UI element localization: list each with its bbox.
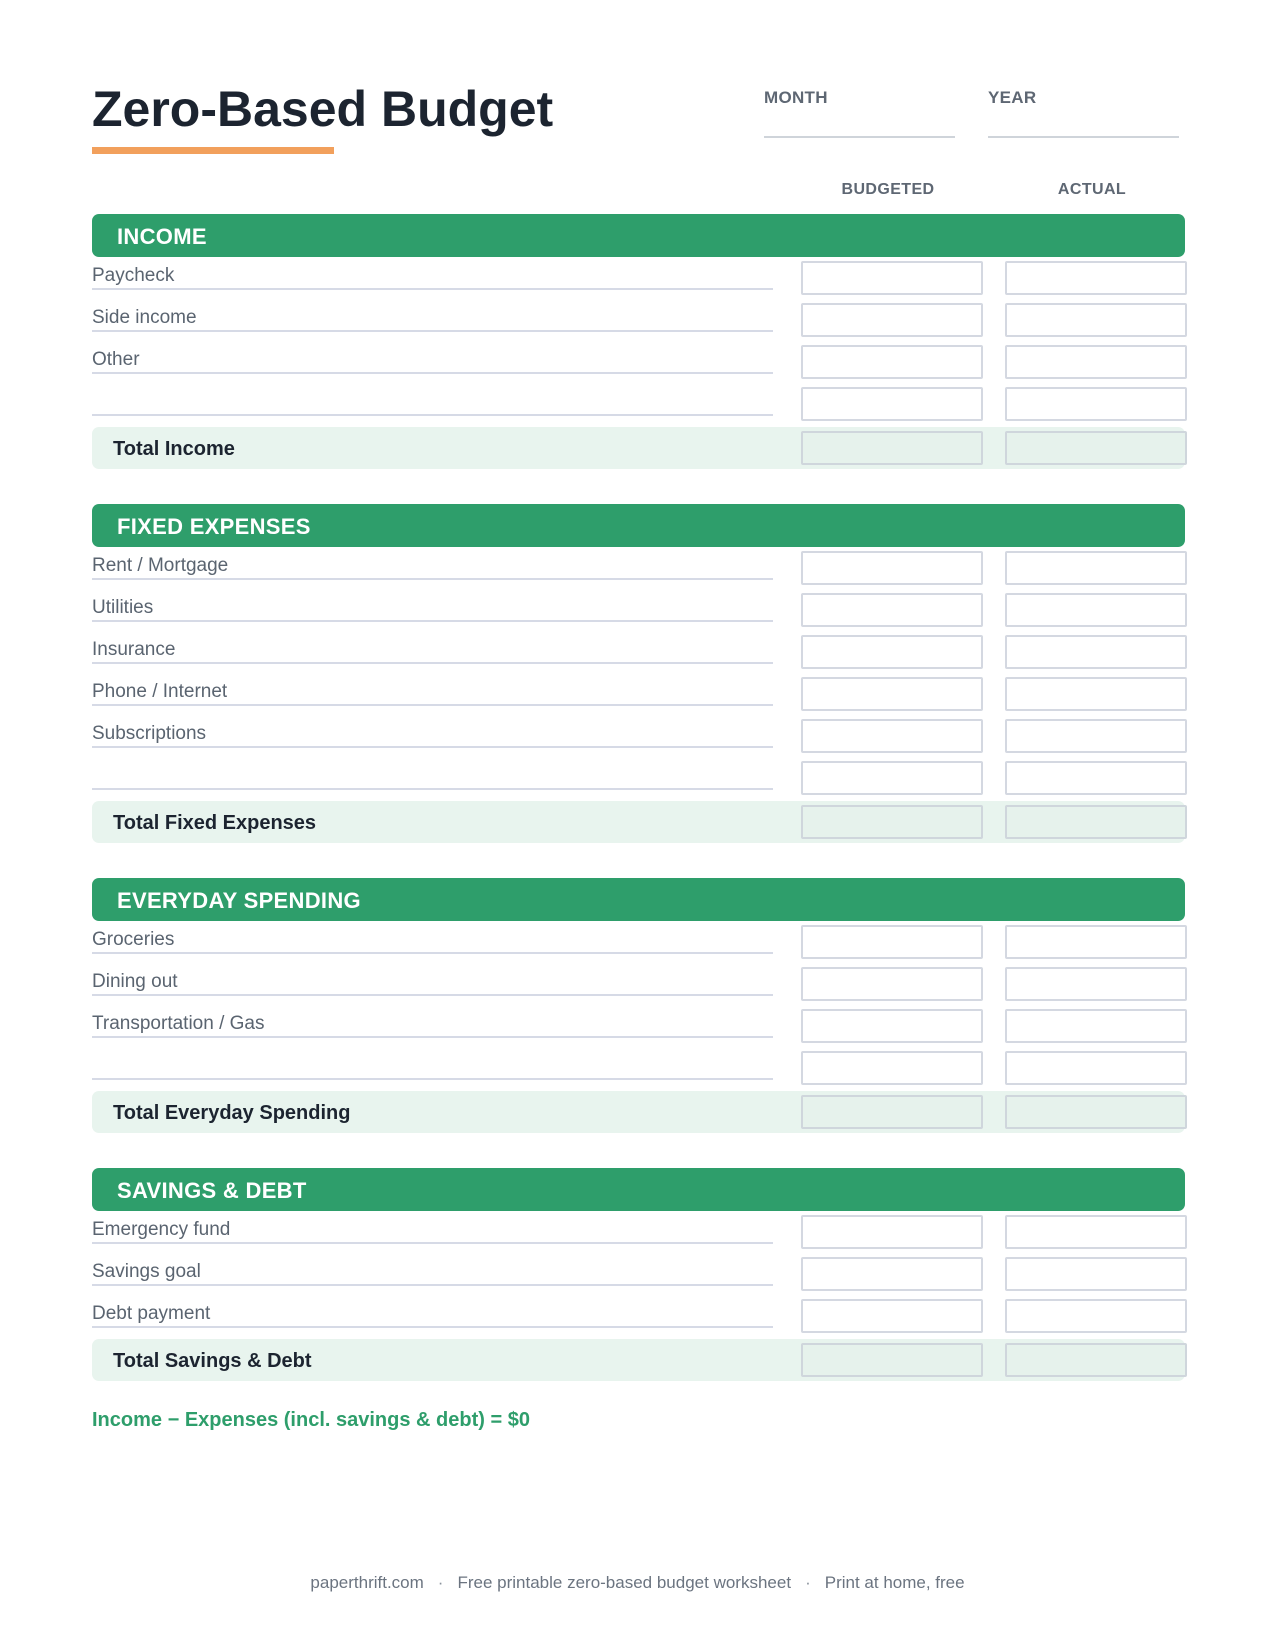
row-line xyxy=(92,1078,773,1080)
row-label: Utilities xyxy=(92,597,154,618)
section-header-income: INCOME xyxy=(92,214,1185,257)
budget-row xyxy=(92,1295,1185,1337)
row-label: Debt payment xyxy=(92,1303,211,1324)
budgeted-input[interactable] xyxy=(801,761,983,795)
section-header-savings-debt: SAVINGS & DEBT xyxy=(92,1168,1185,1211)
row-label: Paycheck xyxy=(92,265,175,286)
actual-input[interactable] xyxy=(1005,635,1187,669)
row-label: Groceries xyxy=(92,929,175,950)
row-line xyxy=(92,620,773,622)
row-line xyxy=(92,330,773,332)
actual-total-input[interactable] xyxy=(1005,1095,1187,1129)
total-row-savings-debt xyxy=(92,1339,1185,1381)
budgeted-input[interactable] xyxy=(801,551,983,585)
budget-row xyxy=(92,963,1185,1005)
month-label: MONTH xyxy=(764,88,828,107)
footer-description: Free printable zero-based budget worksheet xyxy=(457,1573,792,1592)
total-row-income xyxy=(92,427,1185,469)
budgeted-input[interactable] xyxy=(801,719,983,753)
row-line xyxy=(92,788,773,790)
row-label: Rent / Mortgage xyxy=(92,555,229,576)
footer-tagline: Print at home, free xyxy=(824,1573,965,1592)
row-line xyxy=(92,288,773,290)
actual-input[interactable] xyxy=(1005,593,1187,627)
row-line xyxy=(92,1036,773,1038)
month-field[interactable] xyxy=(764,88,955,108)
budget-row xyxy=(92,257,1185,299)
budgeted-input[interactable] xyxy=(801,1257,983,1291)
budget-row xyxy=(92,715,1185,757)
row-label: Other xyxy=(92,349,140,370)
budgeted-input[interactable] xyxy=(801,303,983,337)
budgeted-input[interactable] xyxy=(801,635,983,669)
budgeted-input[interactable] xyxy=(801,925,983,959)
section-header-fixed-expenses: FIXED EXPENSES xyxy=(92,504,1185,547)
month-input-line[interactable] xyxy=(764,136,955,138)
actual-input[interactable] xyxy=(1005,677,1187,711)
row-label: Dining out xyxy=(92,971,178,992)
total-label: Total Fixed Expenses xyxy=(113,812,317,834)
budgeted-total-input[interactable] xyxy=(801,431,983,465)
row-label: Insurance xyxy=(92,639,176,660)
section-everyday-spending xyxy=(92,878,1185,1133)
row-line xyxy=(92,578,773,580)
row-label: Savings goal xyxy=(92,1261,201,1282)
budgeted-input[interactable] xyxy=(801,1215,983,1249)
actual-input[interactable] xyxy=(1005,719,1187,753)
page-title: Zero-Based Budget xyxy=(92,81,554,137)
actual-input[interactable] xyxy=(1005,303,1187,337)
row-label: Side income xyxy=(92,307,197,328)
year-field[interactable] xyxy=(988,88,1179,108)
actual-total-input[interactable] xyxy=(1005,805,1187,839)
actual-input[interactable] xyxy=(1005,345,1187,379)
budget-row xyxy=(92,631,1185,673)
section-savings-debt xyxy=(92,1168,1185,1381)
budget-row xyxy=(92,1005,1185,1047)
budget-row xyxy=(92,299,1185,341)
budget-row xyxy=(92,921,1185,963)
row-line xyxy=(92,746,773,748)
budgeted-input[interactable] xyxy=(801,1051,983,1085)
budgeted-input[interactable] xyxy=(801,593,983,627)
footer-separator: · xyxy=(805,1573,811,1592)
budgeted-input[interactable] xyxy=(801,345,983,379)
actual-input[interactable] xyxy=(1005,1009,1187,1043)
budget-row xyxy=(92,1211,1185,1253)
budgeted-total-input[interactable] xyxy=(801,1343,983,1377)
budgeted-input[interactable] xyxy=(801,677,983,711)
budget-row-blank xyxy=(92,757,1185,799)
row-line xyxy=(92,994,773,996)
actual-input[interactable] xyxy=(1005,1299,1187,1333)
total-row-fixed-expenses xyxy=(92,801,1185,843)
column-header-actual: ACTUAL xyxy=(1057,181,1127,198)
actual-total-input[interactable] xyxy=(1005,431,1187,465)
row-line xyxy=(92,414,773,416)
year-label: YEAR xyxy=(988,88,1037,107)
actual-input[interactable] xyxy=(1005,1051,1187,1085)
footer-site-link[interactable]: paperthrift.com xyxy=(310,1573,424,1592)
title-underline xyxy=(92,147,334,154)
column-header-budgeted: BUDGETED xyxy=(841,181,935,198)
budget-row-blank xyxy=(92,1047,1185,1089)
total-label: Total Income xyxy=(113,438,235,460)
page-footer xyxy=(0,1573,1275,1593)
section-income xyxy=(92,214,1185,469)
budgeted-input[interactable] xyxy=(801,1299,983,1333)
budget-row xyxy=(92,1253,1185,1295)
row-line xyxy=(92,952,773,954)
actual-total-input[interactable] xyxy=(1005,1343,1187,1377)
row-line xyxy=(92,1242,773,1244)
budgeted-total-input[interactable] xyxy=(801,1095,983,1129)
actual-input[interactable] xyxy=(1005,1257,1187,1291)
budgeted-input[interactable] xyxy=(801,261,983,295)
budget-row xyxy=(92,341,1185,383)
budget-row xyxy=(92,547,1185,589)
row-line xyxy=(92,372,773,374)
actual-input[interactable] xyxy=(1005,261,1187,295)
actual-input[interactable] xyxy=(1005,967,1187,1001)
footer-separator: · xyxy=(437,1573,444,1592)
total-label: Total Savings & Debt xyxy=(113,1350,312,1372)
row-line xyxy=(92,704,773,706)
actual-input[interactable] xyxy=(1005,551,1187,585)
row-line xyxy=(92,662,773,664)
budgeted-total-input[interactable] xyxy=(801,805,983,839)
row-label: Phone / Internet xyxy=(92,681,228,702)
row-line xyxy=(92,1284,773,1286)
total-label: Total Everyday Spending xyxy=(113,1102,351,1124)
budget-row xyxy=(92,589,1185,631)
zero-balance-formula: Income − Expenses (incl. savings & debt) = $0 xyxy=(92,1409,530,1431)
total-row-everyday-spending xyxy=(92,1091,1185,1133)
budgeted-input[interactable] xyxy=(801,387,983,421)
row-label: Transportation / Gas xyxy=(92,1013,265,1034)
budget-row-blank xyxy=(92,383,1185,425)
row-label: Emergency fund xyxy=(92,1219,231,1240)
budget-row xyxy=(92,673,1185,715)
budgeted-input[interactable] xyxy=(801,967,983,1001)
section-fixed-expenses xyxy=(92,504,1185,843)
actual-input[interactable] xyxy=(1005,761,1187,795)
budgeted-input[interactable] xyxy=(801,1009,983,1043)
actual-input[interactable] xyxy=(1005,1215,1187,1249)
year-input-line[interactable] xyxy=(988,136,1179,138)
actual-input[interactable] xyxy=(1005,387,1187,421)
row-line xyxy=(92,1326,773,1328)
section-header-everyday-spending: EVERYDAY SPENDING xyxy=(92,878,1185,921)
row-label: Subscriptions xyxy=(92,723,207,744)
actual-input[interactable] xyxy=(1005,925,1187,959)
